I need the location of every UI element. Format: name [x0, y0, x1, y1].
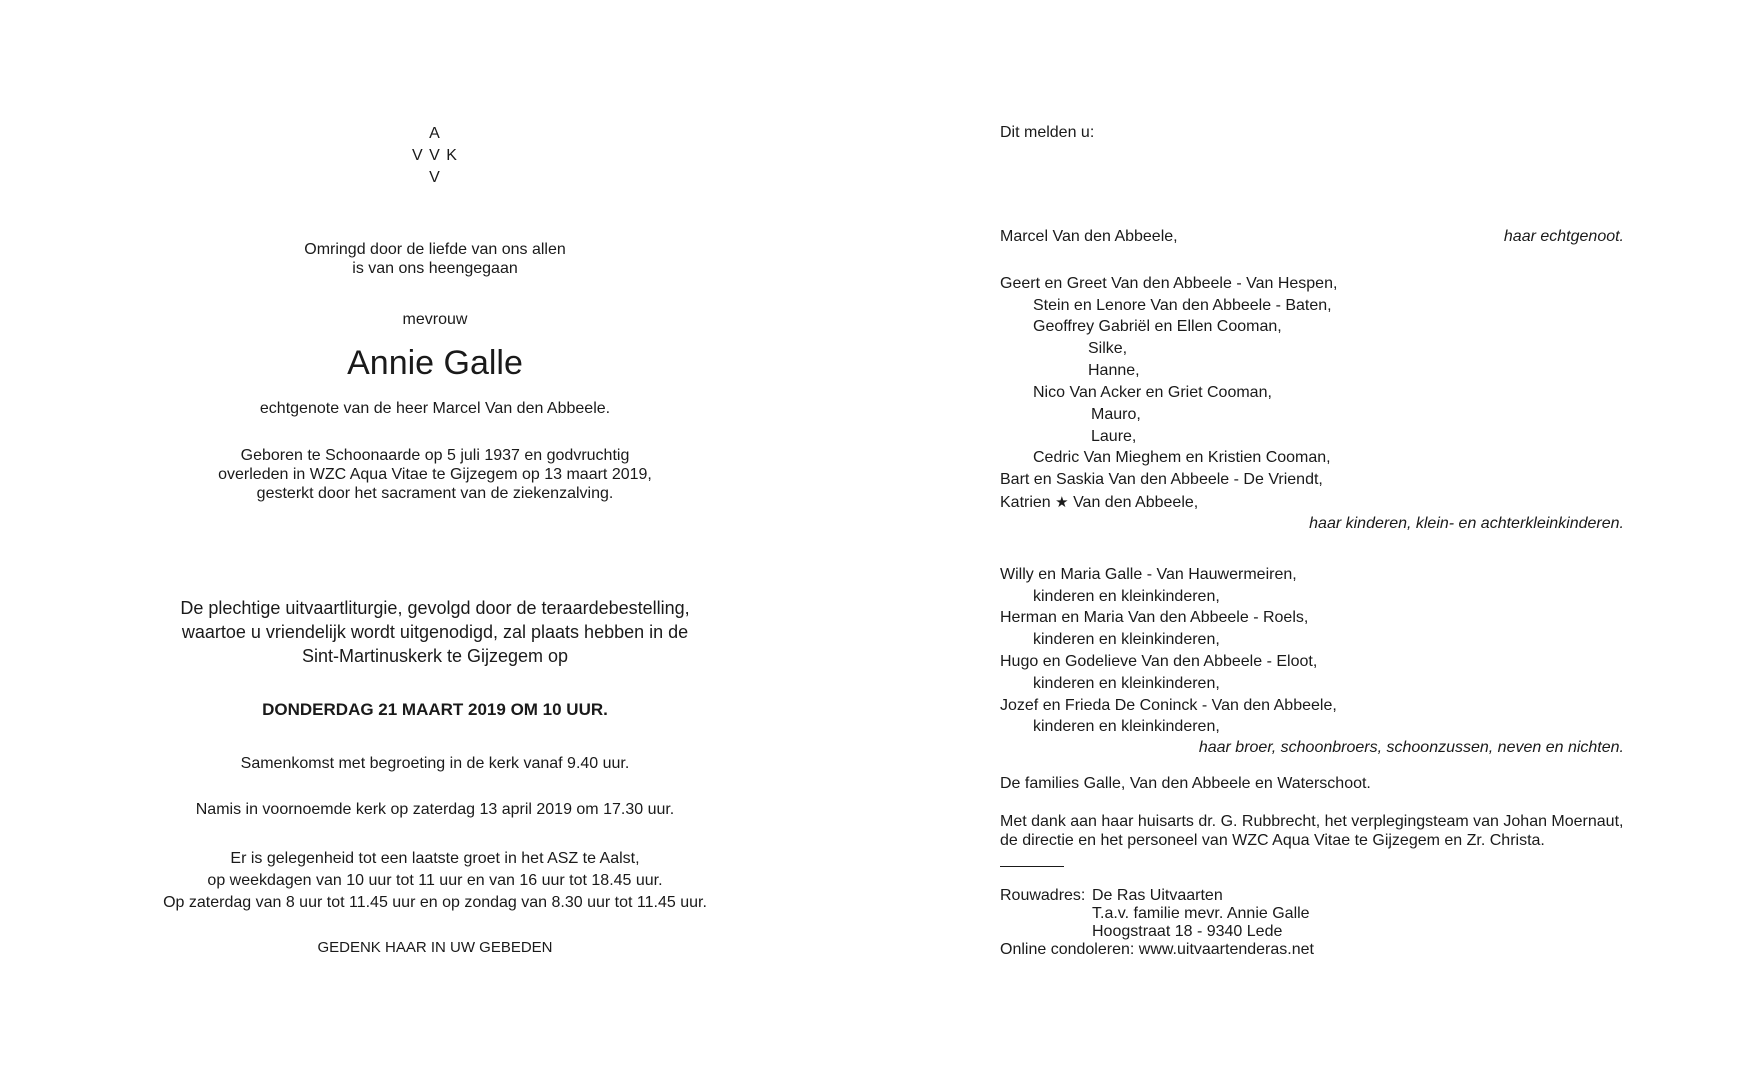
cross-monogram	[0, 123, 870, 189]
closing-text: GEDENK HAAR IN UW GEBEDEN	[317, 939, 553, 956]
visit-line-3: Op zaterdag van 8 uur tot 11.45 uur en op zondag van 8.30 uur tot 11.45 uur.	[163, 894, 707, 911]
born-line-3: gesterkt door het sacrament van de ziekenzalving.	[256, 485, 614, 502]
family-member: Hanne,	[1088, 362, 1140, 379]
sibling-entry: Willy en Maria Galle - Van Hauwermeiren,	[1000, 566, 1297, 583]
family-member: Stein en Lenore Van den Abbeele - Baten,	[1033, 297, 1332, 314]
husband-row	[1000, 227, 1624, 246]
cross-row-3: V	[429, 169, 441, 186]
visit-line-1: Er is gelegenheid tot een laatste groet in het ASZ te Aalst,	[230, 850, 640, 867]
sibling-entry: Jozef en Frieda De Coninck - Van den Abbeele,	[1000, 697, 1337, 714]
spouse-line: echtgenote van de heer Marcel Van den Abbeele.	[259, 400, 611, 417]
thanks-line-2: de directie en het personeel van WZC Aqua Vitae te Gijzegem en Zr. Christa.	[1000, 832, 1545, 849]
liturgy-text	[0, 596, 870, 668]
born-line-1: Geboren te Schoonaarde op 5 juli 1937 en godvruchtig	[240, 447, 630, 464]
online-condolence: Online condoleren: www.uitvaartenderas.net	[1000, 941, 1314, 958]
visit-line-2: op weekdagen van 10 uur tot 11 uur en van 16 uur tot 18.45 uur.	[207, 872, 663, 889]
title-prefix: mevrouw	[402, 311, 468, 328]
family-member: Laure,	[1091, 428, 1137, 445]
siblings-relation: haar broer, schoonbroers, schoonzussen, neven en nichten.	[1198, 739, 1624, 756]
cross-row-1: A	[429, 125, 441, 142]
address-line-1: De Ras Uitvaarten	[1092, 887, 1223, 904]
cross-row-2: V V K	[412, 147, 458, 164]
born-line-2: overleden in WZC Aqua Vitae te Gijzegem op 13 maart 2019,	[218, 466, 652, 483]
intro-line-2: is van ons heengegaan	[352, 260, 518, 277]
sibling-entry: Hugo en Godelieve Van den Abbeele - Eloot,	[1000, 653, 1318, 670]
family-member: Geert en Greet Van den Abbeele - Van Hespen,	[1000, 275, 1338, 292]
birth-death-text	[0, 446, 870, 503]
star-icon: ★	[1055, 494, 1069, 511]
sibling-descendants: kinderen en kleinkinderen,	[1033, 675, 1220, 692]
divider-line	[1000, 866, 1064, 867]
katrien-last-name: Van den Abbeele,	[1073, 494, 1199, 511]
sibling-descendants: kinderen en kleinkinderen,	[1033, 588, 1220, 605]
husband-name: Marcel Van den Abbeele,	[1000, 228, 1178, 245]
gathering-text: Samenkomst met begroeting in de kerk vanaf 9.40 uur.	[240, 755, 630, 772]
husband-relation: haar echtgenoot.	[1503, 228, 1624, 245]
thanks-line-1: Met dank aan haar huisarts dr. G. Rubbrecht, het verplegingsteam van Johan Moernaut,	[1000, 813, 1624, 830]
family-member-katrien	[1000, 493, 1624, 512]
sibling-descendants: kinderen en kleinkinderen,	[1033, 631, 1220, 648]
visit-text	[0, 848, 870, 914]
liturgy-line-3: Sint-Martinuskerk te Gijzegem op	[301, 646, 569, 666]
address-line-2: T.a.v. familie mevr. Annie Galle	[1092, 905, 1310, 922]
namis-text: Namis in voornoemde kerk op zaterdag 13 april 2019 om 17.30 uur.	[195, 801, 675, 818]
sibling-entry: Herman en Maria Van den Abbeele - Roels,	[1000, 609, 1309, 626]
family-member: Geoffrey Gabriël en Ellen Cooman,	[1033, 318, 1282, 335]
thanks-text	[1000, 812, 1640, 850]
liturgy-line-2: waartoe u vriendelijk wordt uitgenodigd, zal plaats hebben in de	[181, 622, 689, 642]
children-relation: haar kinderen, klein- en achterkleinkinderen.	[1309, 515, 1624, 532]
funeral-date: DONDERDAG 21 MAART 2019 OM 10 UUR.	[262, 700, 608, 719]
address-line-3: Hoogstraat 18 - 9340 Lede	[1092, 923, 1283, 940]
family-member: Mauro,	[1091, 406, 1141, 423]
family-member: Cedric Van Mieghem en Kristien Cooman,	[1033, 449, 1331, 466]
right-page	[1000, 0, 1624, 1080]
families-line: De families Galle, Van den Abbeele en Waterschoot.	[1000, 775, 1371, 792]
katrien-first-name: Katrien	[1000, 494, 1051, 511]
intro-line-1: Omringd door de liefde van ons allen	[304, 241, 566, 258]
deceased-name: Annie Galle	[347, 344, 523, 382]
intro-text	[0, 240, 870, 278]
family-member: Silke,	[1088, 340, 1128, 357]
announce-text: Dit melden u:	[1000, 124, 1095, 141]
family-member: Nico Van Acker en Griet Cooman,	[1033, 384, 1272, 401]
liturgy-line-1: De plechtige uitvaartliturgie, gevolgd door de teraardebestelling,	[180, 598, 690, 618]
address-label: Rouwadres:	[1000, 887, 1086, 904]
family-member: Bart en Saskia Van den Abbeele - De Vriendt,	[1000, 471, 1323, 488]
sibling-descendants: kinderen en kleinkinderen,	[1033, 718, 1220, 735]
